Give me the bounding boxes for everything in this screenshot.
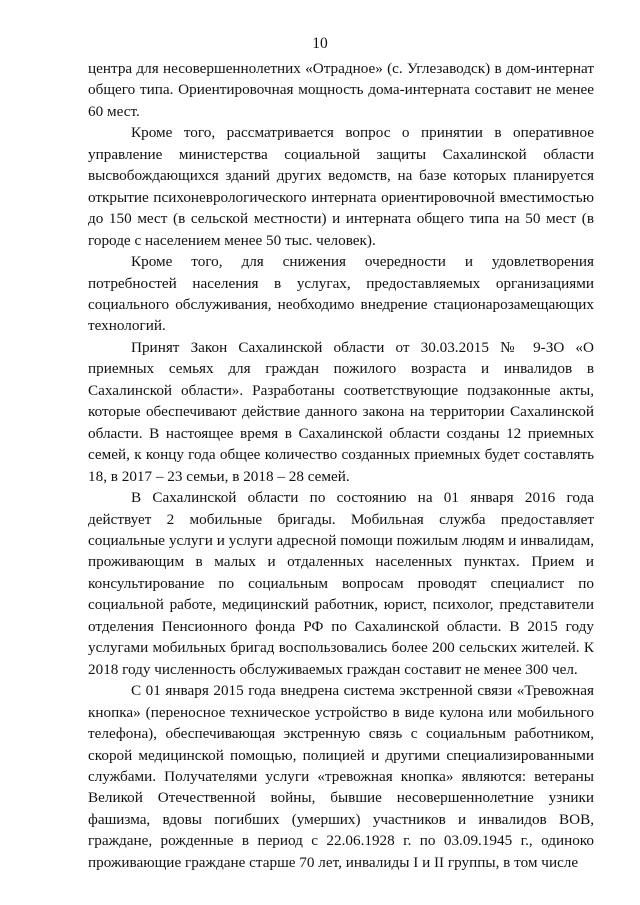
paragraph-mobile-brigades: В Сахалинской области по состоянию на 01 января 2016 года действует 2 мобильные бригады. Мобильная служба предоставляет социальные услуги и услуги адресной помощи пожилым людям и инвалидам, проживающим в малых и отдаленных населенных пунктах. Прием и консультирование по социальным вопросам проводят специалист по социальной работе, медицинский работник, юрист, психолог, представители отделения Пенсионного фонда РФ по Сахалинской области. В 2015 году услугами мобильных бригад воспользовались более 200 сельских жителей. К 2018 году численность обслуживаемых граждан составит не менее 300 чел. [88, 489, 594, 678]
page-number: 10 [312, 35, 328, 52]
paragraph-technologies: Кроме того, для снижения очередности и удовлетворения потребностей населения в услугах, предоставляемых организациями социального обслуживания, необходимо внедрение стационарозамещающих технологий. [88, 253, 594, 335]
paragraph-foster-families-law: Принят Закон Сахалинской области от 30.03.2015 № 9-ЗО «О приемных семьях для граждан пожилого возраста и инвалидов в Сахалинской области». Разработаны соответствующие подзаконные акты, которые обеспечивают действие данного закона на территории Сахалинской области. В настоящее время в Сахалинской области созданы 12 приемных семей, к концу года общее количество созданных приемных будет составлять 18, в 2017 – 23 семьи, в 2018 – 28 семей. [88, 338, 594, 485]
paragraph-alarm-button: С 01 января 2015 года внедрена система экстренной связи «Тревожная кнопка» (переносное техническое устройство в виде кулона или мобильного телефона), обеспечивающая экстренную связь с социальным работником, скорой медицинской помощью, полицией и другими специализированными службами. Получателями услуги «тревожная кнопка» являются: ветераны Великой Отечественной войны, бывшие несовершеннолетние узники фашизма, вдовы погибших (умерших) участников и инвалидов ВОВ, граждане, рожденные в период с 22.06.1928 г. по 03.09.1945 г., одиноко проживающие граждане старше 70 лет, инвалиды I и II группы, в том числе [88, 682, 594, 871]
paragraph-continuation: центра для несовершеннолетних «Отрадное» (с. Углезаводск) в дом-интернат общего типа. Ориентировочная мощность дома-интерната составит не менее 60 мест. [88, 60, 594, 120]
document-body [88, 58, 594, 873]
paragraph-buildings: Кроме того, рассматривается вопрос о принятии в оперативное управление министерства социальной защиты Сахалинской области высвобождающихся зданий других ведомств, на базе которых планируется открытие психоневрологического интерната ориентировочной вместимостью до 150 мест (в сельской местности) и интерната общего типа на 50 мест (в городе с населением менее 50 тыс. человек). [88, 124, 594, 249]
